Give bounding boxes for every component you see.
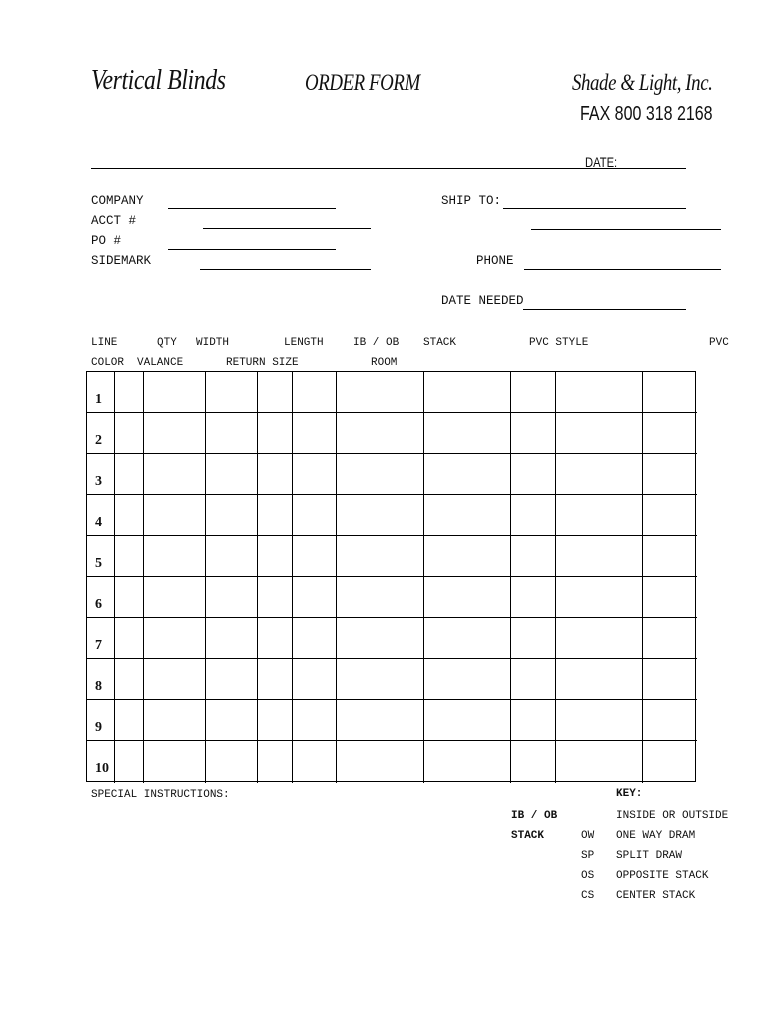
key-code: OW	[581, 830, 595, 842]
table-row[interactable]	[87, 494, 697, 536]
col-room: ROOM	[371, 357, 398, 369]
fax-number: FAX 800 318 2168	[580, 103, 713, 125]
company-label: COMPANY	[91, 194, 144, 208]
table-row[interactable]	[87, 658, 697, 700]
table-row[interactable]	[87, 453, 697, 495]
po-field[interactable]	[168, 249, 336, 250]
col-line: LINE	[91, 337, 118, 349]
sidemark-field[interactable]	[200, 269, 371, 270]
key-meaning: CENTER STACK	[616, 890, 696, 902]
table-row[interactable]	[87, 412, 697, 454]
date-needed-field[interactable]	[523, 309, 686, 310]
acct-field[interactable]	[203, 228, 371, 229]
table-row[interactable]	[87, 699, 697, 741]
col-return-size: RETURN SIZE	[226, 357, 299, 369]
key-meaning: ONE WAY DRAM	[616, 830, 696, 842]
row-number: 8	[95, 679, 102, 694]
form-title: Vertical Blinds	[91, 64, 226, 96]
row-number: 5	[95, 556, 102, 571]
date-needed-label: DATE NEEDED	[441, 294, 524, 308]
order-grid	[86, 371, 696, 782]
col-color: COLOR	[91, 357, 125, 369]
col-stack: STACK	[423, 337, 457, 349]
ship-to-field-2[interactable]	[531, 229, 721, 230]
company-field[interactable]	[168, 208, 336, 209]
po-label: PO #	[91, 234, 122, 248]
stack-key-label: STACK	[511, 830, 545, 842]
row-number: 9	[95, 720, 102, 735]
table-row[interactable]	[87, 617, 697, 659]
date-label: DATE:	[585, 154, 618, 170]
key-meaning: SPLIT DRAW	[616, 850, 683, 862]
table-row[interactable]	[87, 371, 697, 413]
order-form-heading: ORDER FORM	[305, 70, 420, 95]
special-instructions-label: SPECIAL INSTRUCTIONS:	[91, 789, 230, 801]
phone-field[interactable]	[524, 269, 721, 270]
table-row[interactable]	[87, 740, 697, 781]
row-number: 1	[95, 392, 102, 407]
col-width: WIDTH	[196, 337, 230, 349]
company-brand: Shade & Light, Inc.	[572, 70, 713, 95]
col-qty: QTY	[157, 337, 177, 349]
col-length: LENGTH	[284, 337, 324, 349]
ship-to-label: SHIP TO:	[441, 194, 502, 208]
table-row[interactable]	[87, 576, 697, 618]
ib-ob-key-meaning: INSIDE OR OUTSIDE	[616, 810, 729, 822]
ib-ob-key-label: IB / OB	[511, 810, 558, 822]
sidemark-label: SIDEMARK	[91, 254, 152, 268]
col-pvc: PVC	[709, 337, 729, 349]
row-number: 10	[95, 761, 109, 776]
key-code: OS	[581, 870, 595, 882]
col-pvc-style: PVC STYLE	[529, 337, 589, 349]
table-row[interactable]	[87, 535, 697, 577]
key-code: SP	[581, 850, 595, 862]
row-number: 7	[95, 638, 102, 653]
col-ib-ob: IB / OB	[353, 337, 400, 349]
col-valance: VALANCE	[137, 357, 184, 369]
acct-label: ACCT #	[91, 214, 137, 228]
ship-to-field[interactable]	[503, 208, 686, 209]
key-meaning: OPPOSITE STACK	[616, 870, 709, 882]
key-title: KEY:	[616, 788, 643, 800]
key-code: CS	[581, 890, 595, 902]
row-number: 2	[95, 433, 102, 448]
row-number: 4	[95, 515, 102, 530]
phone-label: PHONE	[476, 254, 514, 268]
row-number: 3	[95, 474, 102, 489]
row-number: 6	[95, 597, 102, 612]
